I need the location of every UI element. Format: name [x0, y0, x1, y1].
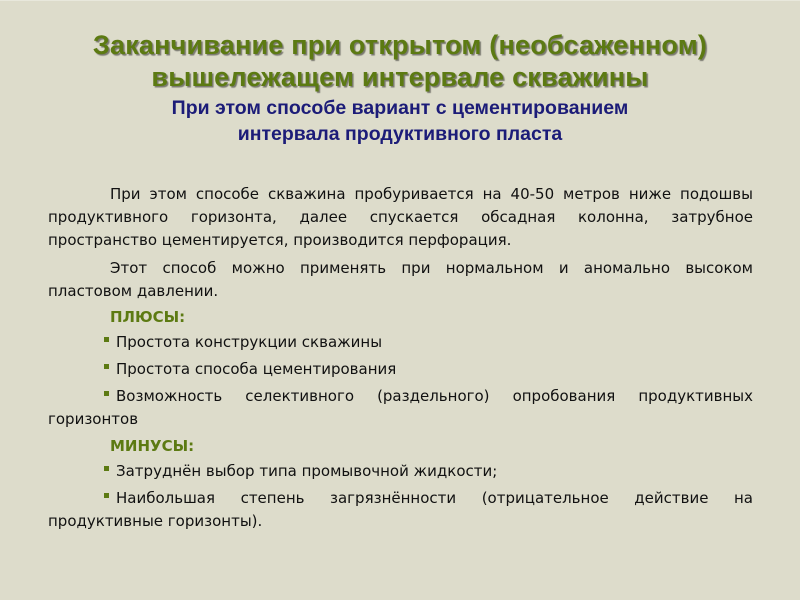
pros-item	[48, 385, 753, 431]
paragraph-method-description: При этом способе скважина пробуривается на 40-50 метров ниже подошвы продуктивного горизонта, далее спускается обсадная колонна, затрубное пространство цементируется, производится перфорация.	[48, 185, 753, 249]
pros-item-text: Простота конструкции скважины	[116, 333, 383, 351]
pros-item	[48, 358, 753, 381]
slide-subtitle	[20, 95, 780, 147]
paragraph-applicability: Этот способ можно применять при нормальном и аномально высоком пластовом давлении.	[48, 259, 753, 300]
cons-item	[48, 460, 753, 483]
cons-item	[48, 487, 753, 533]
cons-item-text: Наибольшая степень загрязнённости (отрицательное действие на продуктивные горизонты).	[48, 489, 753, 530]
cons-label: МИНУСЫ:	[110, 437, 195, 455]
cons-item-text: Затруднён выбор типа промывочной жидкости;	[116, 462, 498, 480]
pros-label: ПЛЮСЫ:	[110, 308, 186, 326]
pros-item	[48, 331, 753, 354]
slide-title-line-1: Заканчивание при открытом (необсаженном)	[92, 30, 708, 60]
slide-title-line-2: вышележащем интервале скважины	[151, 62, 649, 92]
slide-title	[20, 29, 780, 93]
slide-body	[48, 183, 753, 537]
slide-subtitle-line-1: При этом способе вариант с цементированием	[171, 97, 629, 119]
pros-item-text: Возможность селективного (раздельного) опробования продуктивных горизонтов	[48, 387, 753, 428]
slide-subtitle-line-2: интервала продуктивного пласта	[237, 123, 563, 145]
pros-item-text: Простота способа цементирования	[116, 360, 397, 378]
